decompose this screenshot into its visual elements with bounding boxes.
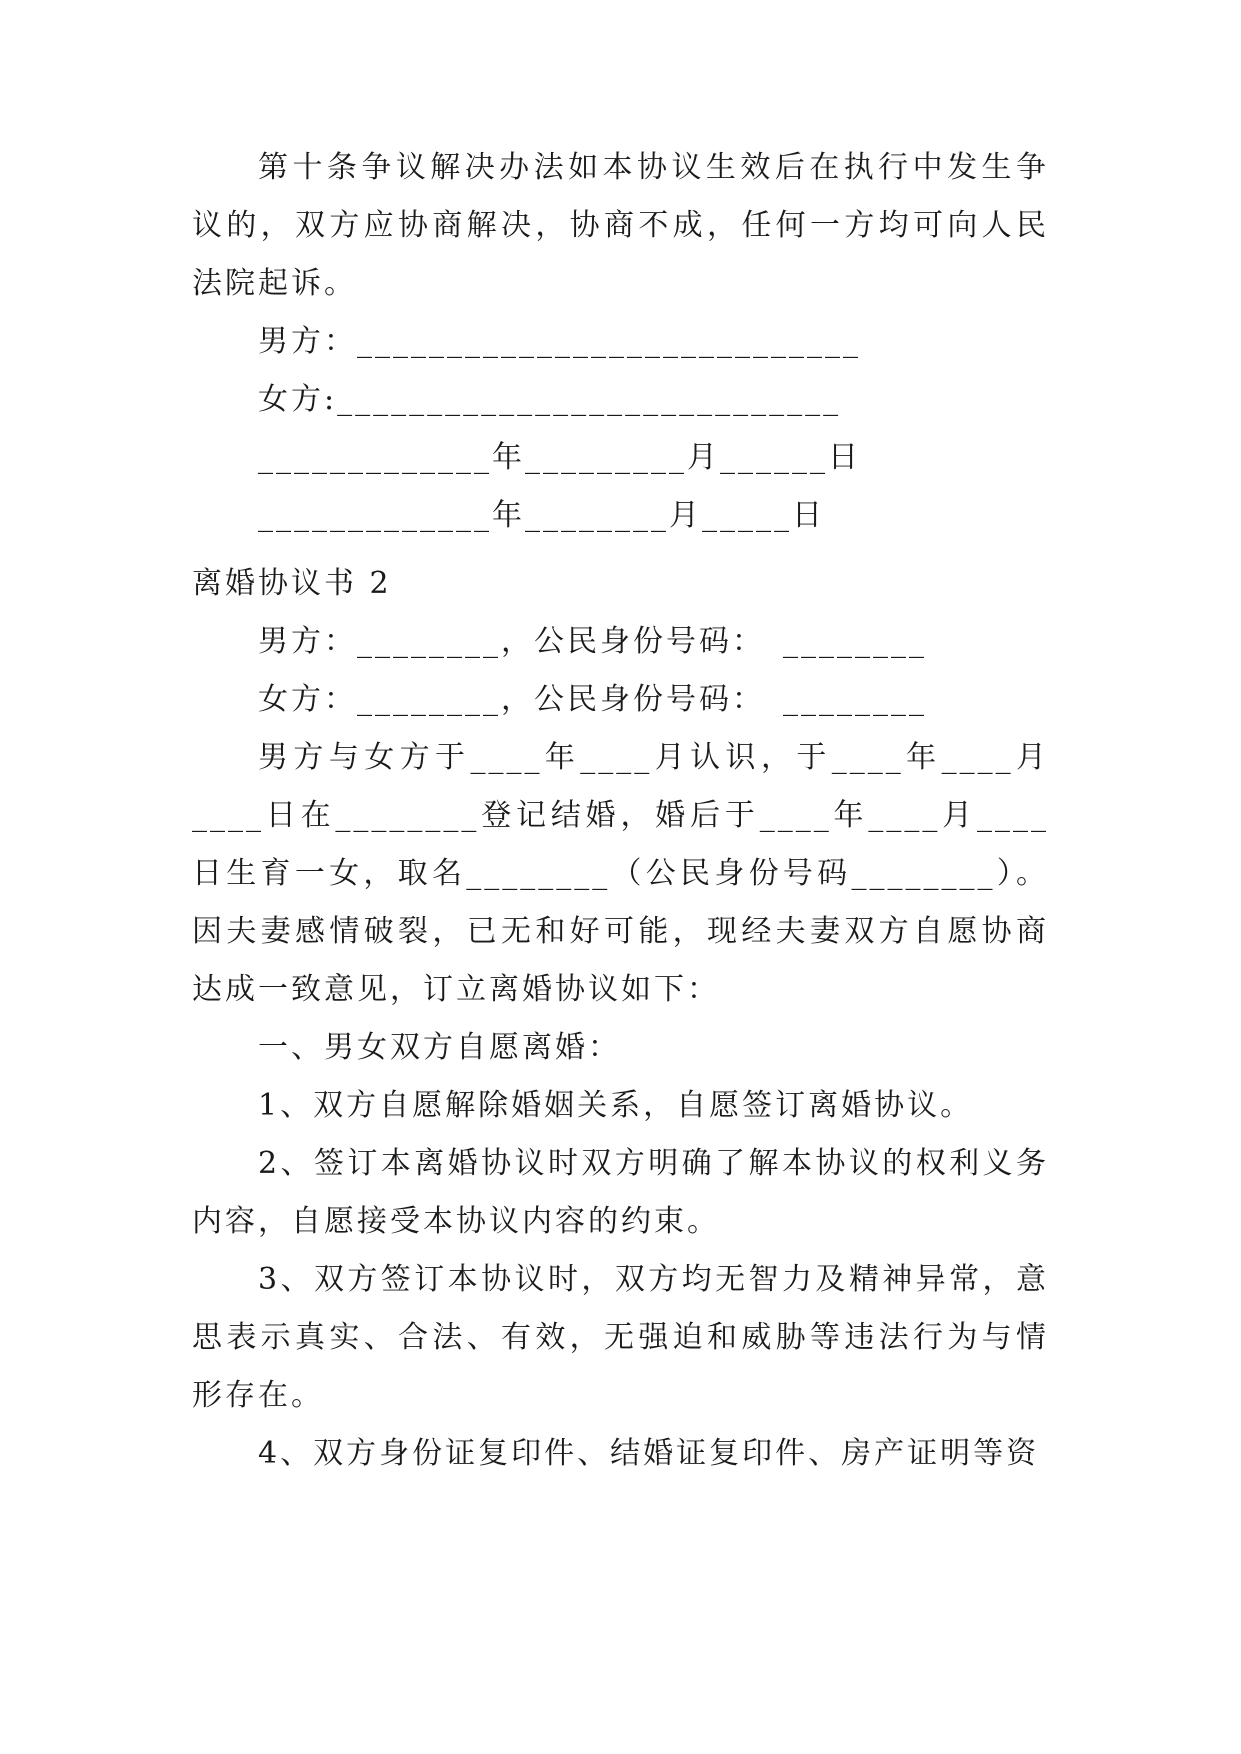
date-line-two: _____________年________月_____日 — [258, 498, 825, 533]
intro-paragraph: 男方与女方于____年____月认识，于____年____月____日在________登记结婚，婚后于____年____月____日生育一女，取名________（公民身份号码________）。因夫妻感情破裂，已无和好可能，现经夫妻双方自愿协商达成一致意见，订立离婚协议如下： — [192, 740, 1049, 1007]
clause-one-heading: 一、男女双方自愿离婚： — [258, 1030, 621, 1065]
top-section — [192, 139, 1049, 545]
clause-item-1: 1、双方自愿解除婚姻关系，自愿签订离婚协议。 — [258, 1088, 974, 1123]
female-signature-line: 女方:____________________________ — [258, 382, 842, 417]
article-ten-paragraph: 第十条争议解决办法如本协议生效后在执行中发生争议的，双方应协商解决，协商不成，任何一方均可向人民法院起诉。 — [192, 150, 1049, 301]
male-id-line: 男方：________，公民身份号码： ________ — [258, 624, 927, 659]
agreement-two-section — [192, 555, 1049, 1483]
agreement-title: 离婚协议书 2 — [192, 566, 392, 601]
date-line-one: _____________年_________月______日 — [258, 440, 861, 475]
female-id-line: 女方：________，公民身份号码： ________ — [258, 682, 927, 717]
clause-item-3: 3、双方签订本协议时，双方均无智力及精神异常，意思表示真实、合法、有效，无强迫和威胁等违法行为与情形存在。 — [192, 1262, 1049, 1413]
clause-item-4: 4、双方身份证复印件、结婚证复印件、房产证明等资 — [258, 1436, 1040, 1471]
male-signature-line: 男方：____________________________ — [258, 324, 861, 359]
clause-item-2: 2、签订本离婚协议时双方明确了解本协议的权利义务内容，自愿接受本协议内容的约束。 — [192, 1146, 1049, 1239]
